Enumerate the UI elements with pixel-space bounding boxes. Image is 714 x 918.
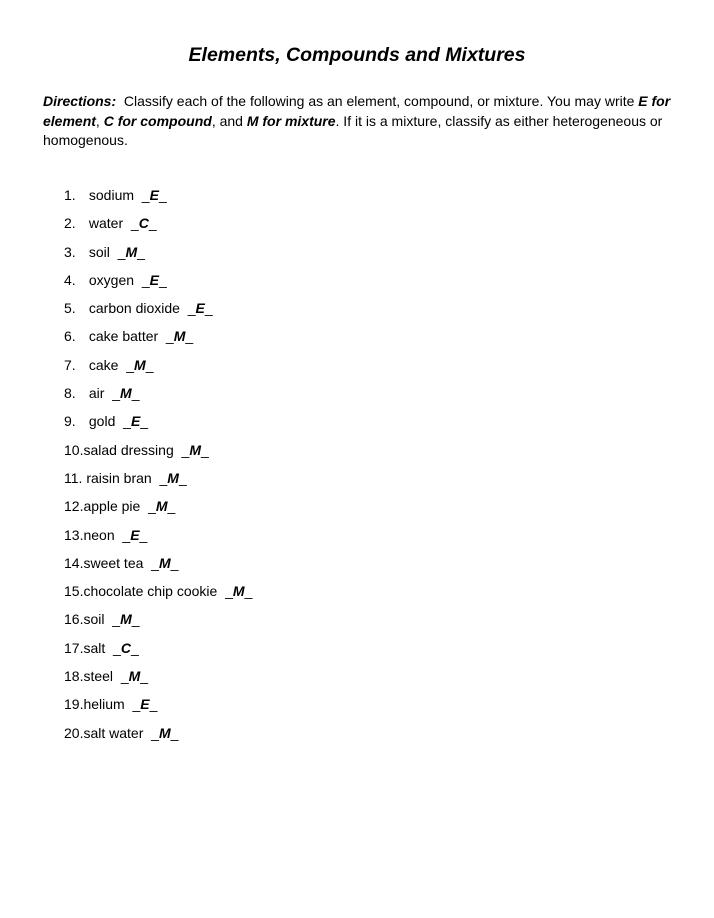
list-item: 3. soil _M_ <box>64 243 145 260</box>
item-text: salad dressing <box>83 441 174 458</box>
item-answer: M <box>232 583 245 600</box>
item-text: soil <box>88 243 110 260</box>
list-item: 6. cake batter _M_ <box>64 328 194 345</box>
list-item: 11. raisin bran _M_ <box>64 469 187 486</box>
list-item: 20.salt water _M_ <box>64 724 179 741</box>
item-text: apple pie <box>83 498 141 515</box>
item-number: 5. <box>64 300 76 317</box>
directions-text-2: . If it is a mixture, classify as either heterogeneous or homogenous. <box>43 112 663 148</box>
item-answer: E <box>149 187 159 203</box>
item-number: 17. <box>64 639 84 656</box>
item-answer: C <box>138 215 149 232</box>
item-text: air <box>88 385 105 402</box>
item-number: 18. <box>64 668 84 685</box>
item-number: 12. <box>64 498 84 515</box>
item-answer: M <box>125 243 138 260</box>
directions-separator-2: , and <box>211 112 247 129</box>
item-answer: E <box>130 413 141 430</box>
directions-e-for-element: E for element <box>43 93 671 129</box>
list-item: 18.steel _M_ <box>64 668 149 685</box>
item-text: salt water <box>83 724 144 741</box>
item-answer: E <box>149 271 159 288</box>
item-number: 9. <box>64 413 76 430</box>
list-item: 12.apple pie _M_ <box>64 498 176 515</box>
classification-list <box>64 185 252 751</box>
item-number: 15. <box>64 583 84 600</box>
item-text: chocolate chip cookie <box>83 583 218 600</box>
item-answer: M <box>134 356 146 373</box>
item-answer: M <box>189 441 201 458</box>
item-number: 2. <box>64 215 76 232</box>
list-item: 16.soil _M_ <box>64 611 140 628</box>
item-answer: E <box>130 526 140 543</box>
directions-c-for-compound: C for compound <box>103 112 212 129</box>
item-answer: M <box>158 724 171 741</box>
item-number: 19. <box>64 696 84 713</box>
item-answer: M <box>167 469 179 486</box>
item-number: 13. <box>64 526 84 543</box>
list-item: 19.helium _E_ <box>64 696 158 713</box>
item-number: 11. <box>64 469 83 486</box>
item-answer: M <box>120 611 132 628</box>
item-answer: M <box>155 498 168 515</box>
list-item: 8. air _M_ <box>64 385 140 402</box>
item-number: 6. <box>64 328 76 345</box>
item-text: steel <box>83 668 114 685</box>
item-text: sodium <box>88 187 135 203</box>
item-text: salt <box>83 639 106 656</box>
list-item: 13.neon _E_ <box>64 526 148 543</box>
item-text: cake <box>88 356 119 373</box>
item-answer: M <box>158 554 171 571</box>
item-number: 1. <box>64 187 76 203</box>
item-text: carbon dioxide <box>88 300 180 317</box>
list-item: 17.salt _C_ <box>64 639 139 656</box>
list-item: 9. gold _E_ <box>64 413 149 430</box>
item-number: 20. <box>64 724 84 741</box>
list-item: 7. cake _M_ <box>64 356 154 373</box>
directions-m-for-mixture: M for mixture <box>246 112 336 129</box>
list-item: 5. carbon dioxide _E_ <box>64 300 213 317</box>
directions-label: Directions: <box>43 93 117 109</box>
item-number: 16. <box>64 611 84 628</box>
item-text: soil <box>83 611 105 628</box>
directions-text-1: Classify each of the following as an element, compound, or mixture. You may write <box>123 93 639 109</box>
item-number: 10. <box>64 441 84 458</box>
page-title: Elements, Compounds and Mixtures <box>188 44 526 66</box>
item-answer: M <box>120 385 132 402</box>
list-item: 1. sodium _E_ <box>64 187 167 203</box>
item-text: neon <box>83 526 115 543</box>
item-text: oxygen <box>88 271 135 288</box>
list-item: 4. oxygen _E_ <box>64 271 167 288</box>
item-answer: M <box>128 668 141 685</box>
item-text: sweet tea <box>83 554 144 571</box>
item-number: 8. <box>64 385 76 402</box>
item-answer: E <box>140 696 150 713</box>
list-item: 15.chocolate chip cookie _M_ <box>64 583 253 600</box>
item-number: 3. <box>64 243 76 260</box>
list-item: 14.sweet tea _M_ <box>64 554 179 571</box>
item-number: 7. <box>64 356 76 373</box>
item-number: 4. <box>64 271 76 288</box>
item-answer: M <box>173 328 186 345</box>
item-answer: E <box>195 300 205 317</box>
directions-separator-1: , <box>95 112 104 129</box>
directions-paragraph <box>43 92 673 151</box>
item-answer: C <box>120 639 131 656</box>
item-text: gold <box>88 413 116 430</box>
item-text: cake batter <box>88 328 159 345</box>
list-item: 2. water _C_ <box>64 215 157 232</box>
list-item: 10.salad dressing _M_ <box>64 441 209 458</box>
item-text: water <box>88 215 124 232</box>
item-text: raisin bran <box>86 469 152 486</box>
item-text: helium <box>83 696 125 713</box>
item-number: 14. <box>64 554 84 571</box>
